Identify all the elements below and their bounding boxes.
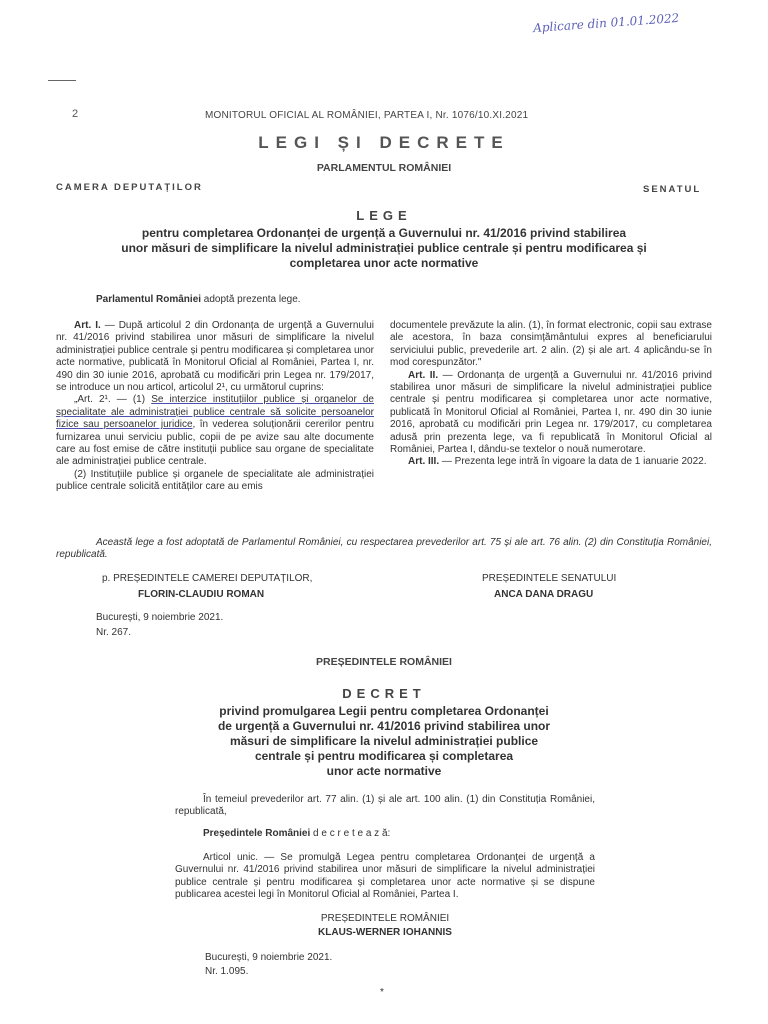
decree-title-line: centrale și pentru modificarea și completarea	[254, 749, 514, 763]
law-heading: LEGE	[356, 208, 412, 223]
decree-president-heading: PREȘEDINTELE ROMÂNIEI	[316, 656, 452, 668]
parliament-heading: PARLAMENTUL ROMÂNIEI	[316, 162, 452, 174]
handwritten-note: Aplicare din 01.01.2022	[532, 10, 680, 36]
art-2-1-underlined: Se interzice instituțiilor publice și organelor de specialitate ale administrației publice centrale să solicite persoanelor fizice sau persoanelor juridice	[56, 394, 374, 431]
decree-title-line: unor acte normative	[326, 764, 442, 778]
paragraph-continuation: documentele prevăzute la alin. (1), în format electronic, copii sau extrase ale acestora, în baza consimțământului expres al beneficiarului serviciului public, prevederile art. 2 alin. (2) și ale art. 4 aplicându-se în mod corespunzător."	[390, 320, 712, 369]
footer-mark: *	[380, 987, 384, 998]
law-title-line: pentru completarea Ordonanței de urgență a Guvernului nr. 41/2016 privind stabilirea	[141, 226, 627, 240]
art-2-label: Art. II.	[408, 369, 439, 381]
decree-basis: În temeiul prevederilor art. 77 alin. (1) și ale art. 100 alin. (1) din Constituția României, republicată,	[175, 794, 595, 818]
decree-decrees	[203, 828, 390, 840]
margin-dash	[48, 80, 76, 81]
law-place-date: București, 9 noiembrie 2021.	[96, 612, 224, 623]
adoption-note: Această lege a fost adoptată de Parlamentul României, cu respectarea prevederilor art. 75 și ale art. 76 alin. (2) din Constituția României, republicată.	[56, 537, 712, 561]
parliament-name: Parlamentul României	[96, 294, 202, 305]
art-2-text: — Ordonanța de urgență a Guvernului nr. 41/2016 privind stabilirea unor măsuri de simplificare la nivelul administrației publice centrale și pentru modificarea și completarea unor acte normative, publicată în Monitorul Oficial al României, Partea I, nr. 490 din 30 iunie 2016, aprobată cu modificări prin Legea nr. 179/2017, cu completarea adusă prin prezenta lege, va fi republicată în Monitorul Oficial al României, Partea I, dându-se textelor o nouă numerotare.	[390, 369, 712, 456]
decree-article: Articol unic. — Se promulgă Legea pentru completarea Ordonanței de urgență a Guvernului nr. 41/2016 privind stabilirea unor măsuri de simplificare la nivelul administrației publice centrale și pentru modificarea și completarea unor acte normative și se dispune publicarea acestei legi în Monitorul Oficial al României, Partea I.	[175, 852, 595, 901]
decree-president-name: Președintele României	[203, 828, 311, 839]
signer-deputies-name: FLORIN-CLAUDIU ROMAN	[138, 589, 265, 600]
law-title-line: unor măsuri de simplificare la nivelul administrației publice centrale și pentru modificarea și	[121, 241, 647, 255]
art-1-label: Art. I.	[74, 320, 101, 331]
decree-signer-role: PREȘEDINTELE ROMÂNIEI	[320, 913, 450, 924]
adopts-text: adoptă prezenta lege.	[201, 294, 301, 305]
decree-title	[140, 704, 628, 779]
signer-senate-name: ANCA DANA DRAGU	[494, 589, 594, 600]
art-2-1-para-2: (2) Instituțiile publice și organele de specialitate ale administrației publice centrale solicită entităților care au emis	[56, 468, 374, 493]
decree-number: Nr. 1.095.	[205, 966, 249, 977]
law-title-line: completarea unor acte normative	[289, 256, 479, 270]
decree-signer-name: KLAUS-WERNER IOHANNIS	[318, 927, 452, 938]
decree-title-line: de urgență a Guvernului nr. 41/2016 privind stabilirea unor	[217, 719, 551, 733]
decree-heading: DECRET	[342, 686, 426, 701]
signer-senate-role: PREȘEDINTELE SENATULUI	[482, 573, 617, 584]
decree-place-date: București, 9 noiembrie 2021.	[205, 952, 333, 963]
law-title	[60, 226, 708, 271]
art-1-text: — După articolul 2 din Ordonanța de urgență a Guvernului nr. 41/2016 privind stabilirea unor măsuri de simplificare la nivelul administrației publice centrale și pentru modificarea și completarea unor acte normative, publicată în Monitorul Oficial al României, Partea I, nr. 490 din 30 iunie 2016, aprobată cu modificări prin Legea nr. 179/2017, se introduce un nou articol, articolul 2¹, cu următorul cuprins:	[56, 320, 374, 394]
art-3-label: Art. III.	[408, 456, 440, 468]
law-column-left	[56, 320, 374, 494]
art-3-text: — Prezenta lege intră în vigoare la data de 1 ianuarie 2022.	[439, 456, 707, 468]
decree-title-line: privind promulgarea Legii pentru completarea Ordonanței	[219, 704, 549, 718]
chamber-senate: SENATUL	[643, 184, 702, 195]
law-number: Nr. 267.	[96, 627, 132, 638]
section-title: LEGI ȘI DECRETE	[258, 133, 510, 152]
running-header: MONITORUL OFICIAL AL ROMÂNIEI, PARTEA I, Nr. 1076/10.XI.2021	[205, 110, 529, 121]
law-column-right	[390, 320, 712, 469]
chamber-deputies: CAMERA DEPUTAȚILOR	[56, 182, 203, 193]
art-2-1-rest: , în vederea soluționării cererilor pentru furnizarea unui serviciu public, copii de pe avize sau alte documente care au fost emise de către instituții publice sau organe de specialitate ale administrației publice centrale.	[56, 419, 374, 468]
adoption-sentence	[96, 294, 301, 306]
art-2-1-prefix: „Art. 2¹. — (1)	[74, 394, 152, 406]
decree-title-line: măsuri de simplificare la nivelul administrației publice	[229, 734, 539, 748]
page-number: 2	[72, 108, 79, 120]
decree-decrees-text: d e c r e t e a z ă:	[310, 828, 391, 839]
signer-deputies-role: p. PREȘEDINTELE CAMEREI DEPUTAȚILOR,	[102, 573, 313, 584]
